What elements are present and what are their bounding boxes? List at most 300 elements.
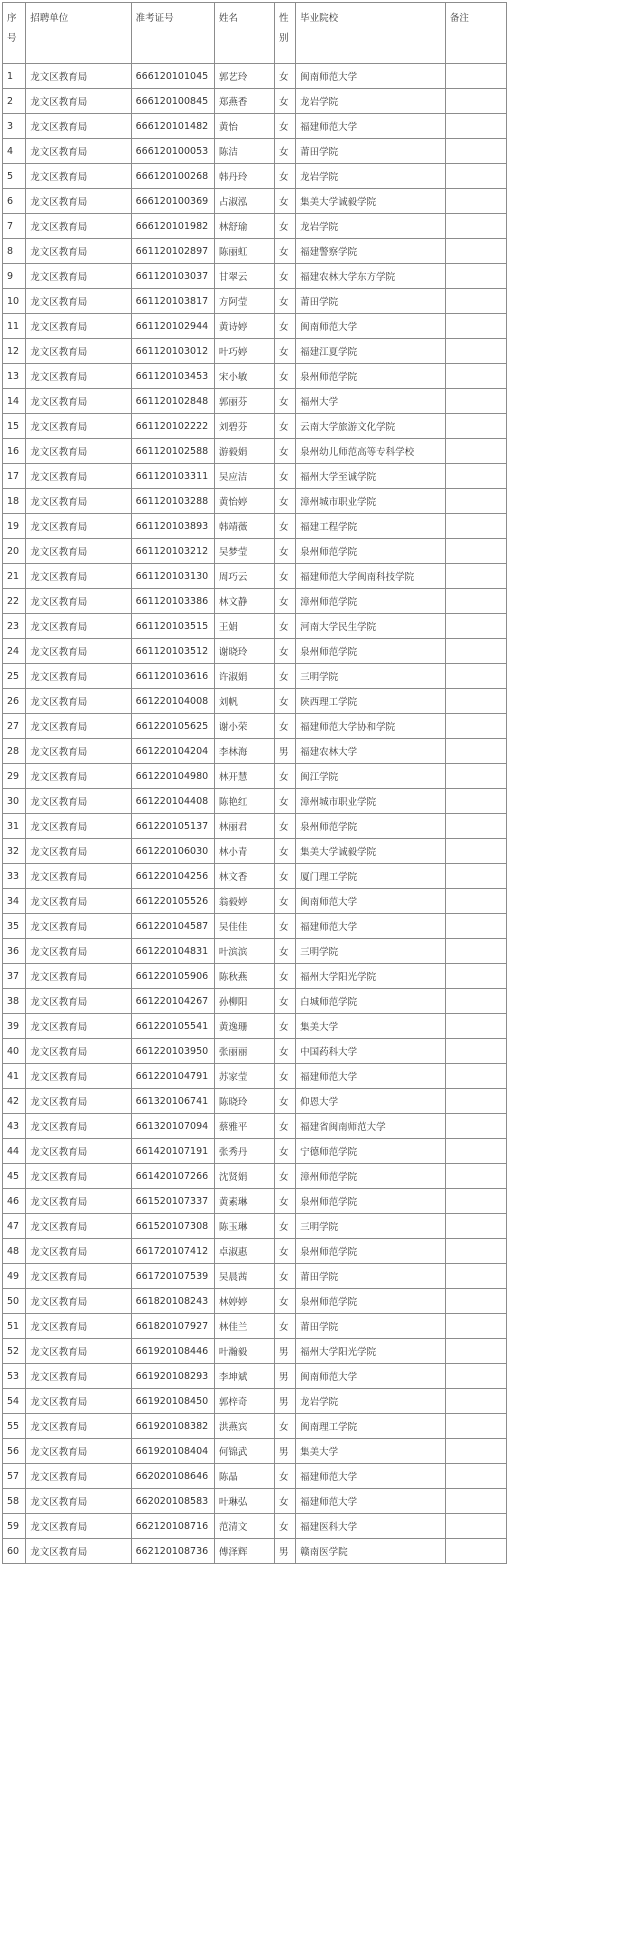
cell-gender: 女 bbox=[275, 939, 296, 964]
cell-school: 莆田学院 bbox=[296, 1264, 446, 1289]
cell-name: 郭艺玲 bbox=[214, 64, 274, 89]
cell-name: 黄诗婷 bbox=[214, 314, 274, 339]
cell-no: 57 bbox=[3, 1464, 26, 1489]
cell-note bbox=[445, 364, 506, 389]
cell-note bbox=[445, 639, 506, 664]
header-no-line1: 序 bbox=[7, 13, 17, 24]
cell-school: 陕西理工学院 bbox=[296, 689, 446, 714]
cell-no: 33 bbox=[3, 864, 26, 889]
header-no bbox=[3, 3, 26, 64]
cell-note bbox=[445, 1339, 506, 1364]
cell-note bbox=[445, 989, 506, 1014]
cell-school: 福州大学阳光学院 bbox=[296, 964, 446, 989]
table-row bbox=[3, 1464, 507, 1489]
cell-gender: 女 bbox=[275, 164, 296, 189]
cell-note bbox=[445, 1214, 506, 1239]
cell-gender: 女 bbox=[275, 314, 296, 339]
cell-exam-id: 661520107308 bbox=[131, 1214, 214, 1239]
table-row bbox=[3, 1489, 507, 1514]
header-exam-id: 准考证号 bbox=[131, 3, 214, 64]
cell-exam-id: 661120102588 bbox=[131, 439, 214, 464]
cell-name: 叶滨滨 bbox=[214, 939, 274, 964]
cell-no: 13 bbox=[3, 364, 26, 389]
cell-unit: 龙文区教育局 bbox=[26, 1114, 131, 1139]
cell-school: 福建警察学院 bbox=[296, 239, 446, 264]
cell-note bbox=[445, 214, 506, 239]
cell-no: 43 bbox=[3, 1114, 26, 1139]
cell-exam-id: 661220104008 bbox=[131, 689, 214, 714]
cell-note bbox=[445, 1539, 506, 1564]
cell-school: 集美大学 bbox=[296, 1014, 446, 1039]
cell-school: 漳州城市职业学院 bbox=[296, 789, 446, 814]
cell-note bbox=[445, 264, 506, 289]
cell-school: 三明学院 bbox=[296, 1214, 446, 1239]
cell-exam-id: 661220105541 bbox=[131, 1014, 214, 1039]
cell-unit: 龙文区教育局 bbox=[26, 214, 131, 239]
table-row bbox=[3, 764, 507, 789]
cell-school: 河南大学民生学院 bbox=[296, 614, 446, 639]
cell-gender: 女 bbox=[275, 139, 296, 164]
cell-exam-id: 661420107191 bbox=[131, 1139, 214, 1164]
cell-unit: 龙文区教育局 bbox=[26, 1439, 131, 1464]
cell-note bbox=[445, 589, 506, 614]
cell-name: 吴梦莹 bbox=[214, 539, 274, 564]
cell-gender: 女 bbox=[275, 1014, 296, 1039]
cell-gender: 女 bbox=[275, 589, 296, 614]
cell-exam-id: 661120102897 bbox=[131, 239, 214, 264]
cell-school: 仰恩大学 bbox=[296, 1089, 446, 1114]
cell-name: 林文静 bbox=[214, 589, 274, 614]
cell-school: 莆田学院 bbox=[296, 139, 446, 164]
cell-no: 47 bbox=[3, 1214, 26, 1239]
cell-unit: 龙文区教育局 bbox=[26, 1064, 131, 1089]
cell-exam-id: 661120102944 bbox=[131, 314, 214, 339]
cell-unit: 龙文区教育局 bbox=[26, 814, 131, 839]
cell-unit: 龙文区教育局 bbox=[26, 114, 131, 139]
cell-exam-id: 661720107412 bbox=[131, 1239, 214, 1264]
cell-note bbox=[445, 64, 506, 89]
cell-note bbox=[445, 1364, 506, 1389]
cell-no: 52 bbox=[3, 1339, 26, 1364]
cell-exam-id: 662120108736 bbox=[131, 1539, 214, 1564]
cell-name: 陈丽虹 bbox=[214, 239, 274, 264]
table-header bbox=[3, 3, 507, 64]
table-row bbox=[3, 289, 507, 314]
cell-gender: 女 bbox=[275, 989, 296, 1014]
table-row bbox=[3, 439, 507, 464]
cell-gender: 女 bbox=[275, 1489, 296, 1514]
cell-note bbox=[445, 664, 506, 689]
cell-school: 漳州城市职业学院 bbox=[296, 489, 446, 514]
cell-name: 谢晓玲 bbox=[214, 639, 274, 664]
cell-no: 58 bbox=[3, 1489, 26, 1514]
cell-no: 23 bbox=[3, 614, 26, 639]
cell-exam-id: 661920108293 bbox=[131, 1364, 214, 1389]
cell-unit: 龙文区教育局 bbox=[26, 1089, 131, 1114]
table-body bbox=[3, 64, 507, 1564]
cell-school: 泉州师范学院 bbox=[296, 1289, 446, 1314]
cell-gender: 男 bbox=[275, 1364, 296, 1389]
cell-note bbox=[445, 1114, 506, 1139]
cell-note bbox=[445, 139, 506, 164]
cell-exam-id: 661120103037 bbox=[131, 264, 214, 289]
cell-no: 10 bbox=[3, 289, 26, 314]
cell-gender: 女 bbox=[275, 564, 296, 589]
table-row bbox=[3, 1189, 507, 1214]
cell-exam-id: 666120101982 bbox=[131, 214, 214, 239]
cell-school: 中国药科大学 bbox=[296, 1039, 446, 1064]
table-row bbox=[3, 639, 507, 664]
header-school: 毕业院校 bbox=[296, 3, 446, 64]
cell-gender: 女 bbox=[275, 964, 296, 989]
cell-no: 36 bbox=[3, 939, 26, 964]
table-row bbox=[3, 1414, 507, 1439]
table-row bbox=[3, 1039, 507, 1064]
cell-name: 陈洁 bbox=[214, 139, 274, 164]
cell-gender: 女 bbox=[275, 1414, 296, 1439]
table-row bbox=[3, 389, 507, 414]
table-row bbox=[3, 739, 507, 764]
cell-school: 宁德师范学院 bbox=[296, 1139, 446, 1164]
cell-gender: 女 bbox=[275, 714, 296, 739]
cell-no: 17 bbox=[3, 464, 26, 489]
table-row bbox=[3, 914, 507, 939]
cell-unit: 龙文区教育局 bbox=[26, 514, 131, 539]
cell-note bbox=[445, 289, 506, 314]
cell-unit: 龙文区教育局 bbox=[26, 839, 131, 864]
cell-no: 3 bbox=[3, 114, 26, 139]
cell-gender: 女 bbox=[275, 1164, 296, 1189]
cell-exam-id: 661120103515 bbox=[131, 614, 214, 639]
cell-note bbox=[445, 1514, 506, 1539]
cell-exam-id: 661220104256 bbox=[131, 864, 214, 889]
cell-no: 60 bbox=[3, 1539, 26, 1564]
cell-exam-id: 662120108716 bbox=[131, 1514, 214, 1539]
cell-school: 福建师范大学 bbox=[296, 1464, 446, 1489]
cell-note bbox=[445, 339, 506, 364]
cell-name: 郑燕香 bbox=[214, 89, 274, 114]
cell-unit: 龙文区教育局 bbox=[26, 989, 131, 1014]
cell-unit: 龙文区教育局 bbox=[26, 764, 131, 789]
header-unit: 招聘单位 bbox=[26, 3, 131, 64]
cell-exam-id: 662020108646 bbox=[131, 1464, 214, 1489]
cell-unit: 龙文区教育局 bbox=[26, 664, 131, 689]
cell-name: 卓淑惠 bbox=[214, 1239, 274, 1264]
cell-exam-id: 666120100053 bbox=[131, 139, 214, 164]
cell-gender: 男 bbox=[275, 1389, 296, 1414]
cell-exam-id: 661120103453 bbox=[131, 364, 214, 389]
cell-name: 刘碧芬 bbox=[214, 414, 274, 439]
cell-note bbox=[445, 539, 506, 564]
cell-unit: 龙文区教育局 bbox=[26, 364, 131, 389]
cell-unit: 龙文区教育局 bbox=[26, 1189, 131, 1214]
header-no-line2: 号 bbox=[7, 33, 17, 44]
table-row bbox=[3, 564, 507, 589]
cell-school: 闽南师范大学 bbox=[296, 64, 446, 89]
cell-note bbox=[445, 1389, 506, 1414]
cell-gender: 男 bbox=[275, 1539, 296, 1564]
cell-no: 40 bbox=[3, 1039, 26, 1064]
cell-gender: 女 bbox=[275, 89, 296, 114]
cell-school: 三明学院 bbox=[296, 664, 446, 689]
cell-gender: 女 bbox=[275, 264, 296, 289]
cell-unit: 龙文区教育局 bbox=[26, 1514, 131, 1539]
cell-unit: 龙文区教育局 bbox=[26, 1339, 131, 1364]
cell-unit: 龙文区教育局 bbox=[26, 289, 131, 314]
cell-unit: 龙文区教育局 bbox=[26, 89, 131, 114]
cell-exam-id: 662020108583 bbox=[131, 1489, 214, 1514]
cell-school: 福建农林大学东方学院 bbox=[296, 264, 446, 289]
cell-gender: 女 bbox=[275, 1039, 296, 1064]
cell-school: 龙岩学院 bbox=[296, 1389, 446, 1414]
cell-name: 陈秋燕 bbox=[214, 964, 274, 989]
table-row bbox=[3, 1164, 507, 1189]
cell-unit: 龙文区教育局 bbox=[26, 489, 131, 514]
cell-note bbox=[445, 239, 506, 264]
cell-unit: 龙文区教育局 bbox=[26, 1289, 131, 1314]
cell-unit: 龙文区教育局 bbox=[26, 439, 131, 464]
cell-note bbox=[445, 1189, 506, 1214]
cell-no: 49 bbox=[3, 1264, 26, 1289]
cell-note bbox=[445, 814, 506, 839]
cell-school: 福州大学阳光学院 bbox=[296, 1339, 446, 1364]
cell-no: 14 bbox=[3, 389, 26, 414]
cell-gender: 女 bbox=[275, 1514, 296, 1539]
cell-name: 翁毅婷 bbox=[214, 889, 274, 914]
cell-unit: 龙文区教育局 bbox=[26, 1039, 131, 1064]
cell-school: 云南大学旅游文化学院 bbox=[296, 414, 446, 439]
cell-school: 福建农林大学 bbox=[296, 739, 446, 764]
cell-no: 59 bbox=[3, 1514, 26, 1539]
table-row bbox=[3, 589, 507, 614]
cell-school: 集美大学诚毅学院 bbox=[296, 839, 446, 864]
cell-name: 许淑娟 bbox=[214, 664, 274, 689]
cell-note bbox=[445, 914, 506, 939]
cell-unit: 龙文区教育局 bbox=[26, 339, 131, 364]
cell-no: 27 bbox=[3, 714, 26, 739]
cell-exam-id: 661120103311 bbox=[131, 464, 214, 489]
cell-name: 林文香 bbox=[214, 864, 274, 889]
cell-unit: 龙文区教育局 bbox=[26, 389, 131, 414]
cell-note bbox=[445, 1064, 506, 1089]
cell-note bbox=[445, 939, 506, 964]
cell-note bbox=[445, 564, 506, 589]
header-gender bbox=[275, 3, 296, 64]
cell-note bbox=[445, 864, 506, 889]
cell-no: 50 bbox=[3, 1289, 26, 1314]
cell-unit: 龙文区教育局 bbox=[26, 239, 131, 264]
cell-school: 泉州幼儿师范高等专科学校 bbox=[296, 439, 446, 464]
cell-note bbox=[445, 614, 506, 639]
cell-school: 泉州师范学院 bbox=[296, 639, 446, 664]
cell-no: 29 bbox=[3, 764, 26, 789]
cell-no: 19 bbox=[3, 514, 26, 539]
cell-name: 林佳兰 bbox=[214, 1314, 274, 1339]
cell-school: 集美大学 bbox=[296, 1439, 446, 1464]
cell-unit: 龙文区教育局 bbox=[26, 314, 131, 339]
cell-gender: 女 bbox=[275, 914, 296, 939]
table-row bbox=[3, 514, 507, 539]
cell-unit: 龙文区教育局 bbox=[26, 889, 131, 914]
cell-exam-id: 661220104408 bbox=[131, 789, 214, 814]
table-row bbox=[3, 339, 507, 364]
cell-name: 叶巧婷 bbox=[214, 339, 274, 364]
cell-no: 2 bbox=[3, 89, 26, 114]
table-row bbox=[3, 989, 507, 1014]
cell-note bbox=[445, 464, 506, 489]
cell-exam-id: 661820108243 bbox=[131, 1289, 214, 1314]
cell-gender: 女 bbox=[275, 1314, 296, 1339]
table-row bbox=[3, 1064, 507, 1089]
cell-exam-id: 661120102848 bbox=[131, 389, 214, 414]
cell-no: 15 bbox=[3, 414, 26, 439]
cell-gender: 女 bbox=[275, 464, 296, 489]
cell-note bbox=[445, 1264, 506, 1289]
table-row bbox=[3, 1114, 507, 1139]
cell-note bbox=[445, 1014, 506, 1039]
cell-exam-id: 661220104267 bbox=[131, 989, 214, 1014]
cell-name: 李坤斌 bbox=[214, 1364, 274, 1389]
cell-gender: 男 bbox=[275, 1339, 296, 1364]
cell-note bbox=[445, 1464, 506, 1489]
cell-school: 龙岩学院 bbox=[296, 164, 446, 189]
cell-exam-id: 661920108404 bbox=[131, 1439, 214, 1464]
cell-exam-id: 661120103288 bbox=[131, 489, 214, 514]
cell-name: 张秀丹 bbox=[214, 1139, 274, 1164]
cell-school: 漳州师范学院 bbox=[296, 1164, 446, 1189]
table-row bbox=[3, 1339, 507, 1364]
results-table bbox=[2, 2, 507, 1564]
cell-note bbox=[445, 389, 506, 414]
header-gender-line1: 性 bbox=[279, 13, 289, 24]
cell-unit: 龙文区教育局 bbox=[26, 264, 131, 289]
cell-unit: 龙文区教育局 bbox=[26, 1214, 131, 1239]
cell-unit: 龙文区教育局 bbox=[26, 964, 131, 989]
table-row bbox=[3, 1364, 507, 1389]
table-row bbox=[3, 839, 507, 864]
cell-unit: 龙文区教育局 bbox=[26, 139, 131, 164]
cell-exam-id: 661220104980 bbox=[131, 764, 214, 789]
cell-note bbox=[445, 964, 506, 989]
table-row bbox=[3, 1289, 507, 1314]
cell-school: 闽南理工学院 bbox=[296, 1414, 446, 1439]
cell-gender: 女 bbox=[275, 639, 296, 664]
cell-no: 55 bbox=[3, 1414, 26, 1439]
cell-unit: 龙文区教育局 bbox=[26, 864, 131, 889]
table-row bbox=[3, 1314, 507, 1339]
cell-school: 福建工程学院 bbox=[296, 514, 446, 539]
cell-name: 林小青 bbox=[214, 839, 274, 864]
cell-note bbox=[445, 114, 506, 139]
table-row bbox=[3, 1214, 507, 1239]
cell-name: 沈贤娟 bbox=[214, 1164, 274, 1189]
header-row bbox=[3, 3, 507, 64]
cell-note bbox=[445, 1489, 506, 1514]
table-row bbox=[3, 889, 507, 914]
cell-name: 周巧云 bbox=[214, 564, 274, 589]
cell-no: 25 bbox=[3, 664, 26, 689]
cell-exam-id: 661220105906 bbox=[131, 964, 214, 989]
cell-school: 闽江学院 bbox=[296, 764, 446, 789]
cell-school: 白城师范学院 bbox=[296, 989, 446, 1014]
cell-gender: 女 bbox=[275, 539, 296, 564]
cell-no: 39 bbox=[3, 1014, 26, 1039]
cell-gender: 女 bbox=[275, 114, 296, 139]
cell-name: 苏家莹 bbox=[214, 1064, 274, 1089]
cell-exam-id: 666120100268 bbox=[131, 164, 214, 189]
table-row bbox=[3, 64, 507, 89]
cell-unit: 龙文区教育局 bbox=[26, 164, 131, 189]
cell-unit: 龙文区教育局 bbox=[26, 1389, 131, 1414]
cell-exam-id: 661120102222 bbox=[131, 414, 214, 439]
cell-no: 8 bbox=[3, 239, 26, 264]
cell-name: 刘帆 bbox=[214, 689, 274, 714]
cell-no: 11 bbox=[3, 314, 26, 339]
cell-no: 51 bbox=[3, 1314, 26, 1339]
cell-unit: 龙文区教育局 bbox=[26, 614, 131, 639]
cell-name: 占淑泓 bbox=[214, 189, 274, 214]
cell-school: 泉州师范学院 bbox=[296, 364, 446, 389]
table-row bbox=[3, 1539, 507, 1564]
cell-gender: 女 bbox=[275, 1239, 296, 1264]
table-row bbox=[3, 614, 507, 639]
cell-school: 福建省闽南师范大学 bbox=[296, 1114, 446, 1139]
cell-exam-id: 661120103130 bbox=[131, 564, 214, 589]
cell-name: 黄逸珊 bbox=[214, 1014, 274, 1039]
cell-unit: 龙文区教育局 bbox=[26, 564, 131, 589]
cell-no: 20 bbox=[3, 539, 26, 564]
cell-gender: 女 bbox=[275, 1464, 296, 1489]
cell-exam-id: 661920108446 bbox=[131, 1339, 214, 1364]
cell-no: 31 bbox=[3, 814, 26, 839]
cell-unit: 龙文区教育局 bbox=[26, 1164, 131, 1189]
cell-gender: 女 bbox=[275, 1089, 296, 1114]
cell-gender: 女 bbox=[275, 1214, 296, 1239]
table-row bbox=[3, 1439, 507, 1464]
cell-exam-id: 661220106030 bbox=[131, 839, 214, 864]
table-row bbox=[3, 464, 507, 489]
table-row bbox=[3, 314, 507, 339]
cell-school: 泉州师范学院 bbox=[296, 814, 446, 839]
cell-unit: 龙文区教育局 bbox=[26, 639, 131, 664]
cell-school: 赣南医学院 bbox=[296, 1539, 446, 1564]
cell-unit: 龙文区教育局 bbox=[26, 1264, 131, 1289]
table-row bbox=[3, 864, 507, 889]
cell-gender: 女 bbox=[275, 1264, 296, 1289]
table-row bbox=[3, 789, 507, 814]
cell-name: 何锦武 bbox=[214, 1439, 274, 1464]
table-row bbox=[3, 664, 507, 689]
cell-unit: 龙文区教育局 bbox=[26, 739, 131, 764]
cell-note bbox=[445, 739, 506, 764]
cell-gender: 女 bbox=[275, 664, 296, 689]
cell-note bbox=[445, 1039, 506, 1064]
cell-note bbox=[445, 89, 506, 114]
cell-school: 三明学院 bbox=[296, 939, 446, 964]
cell-no: 22 bbox=[3, 589, 26, 614]
cell-school: 福建师范大学协和学院 bbox=[296, 714, 446, 739]
cell-unit: 龙文区教育局 bbox=[26, 1139, 131, 1164]
cell-note bbox=[445, 514, 506, 539]
cell-no: 1 bbox=[3, 64, 26, 89]
cell-exam-id: 666120100845 bbox=[131, 89, 214, 114]
cell-exam-id: 661220105625 bbox=[131, 714, 214, 739]
cell-school: 闽南师范大学 bbox=[296, 889, 446, 914]
cell-school: 厦门理工学院 bbox=[296, 864, 446, 889]
cell-gender: 女 bbox=[275, 489, 296, 514]
cell-gender: 女 bbox=[275, 1139, 296, 1164]
cell-name: 韩靖薇 bbox=[214, 514, 274, 539]
